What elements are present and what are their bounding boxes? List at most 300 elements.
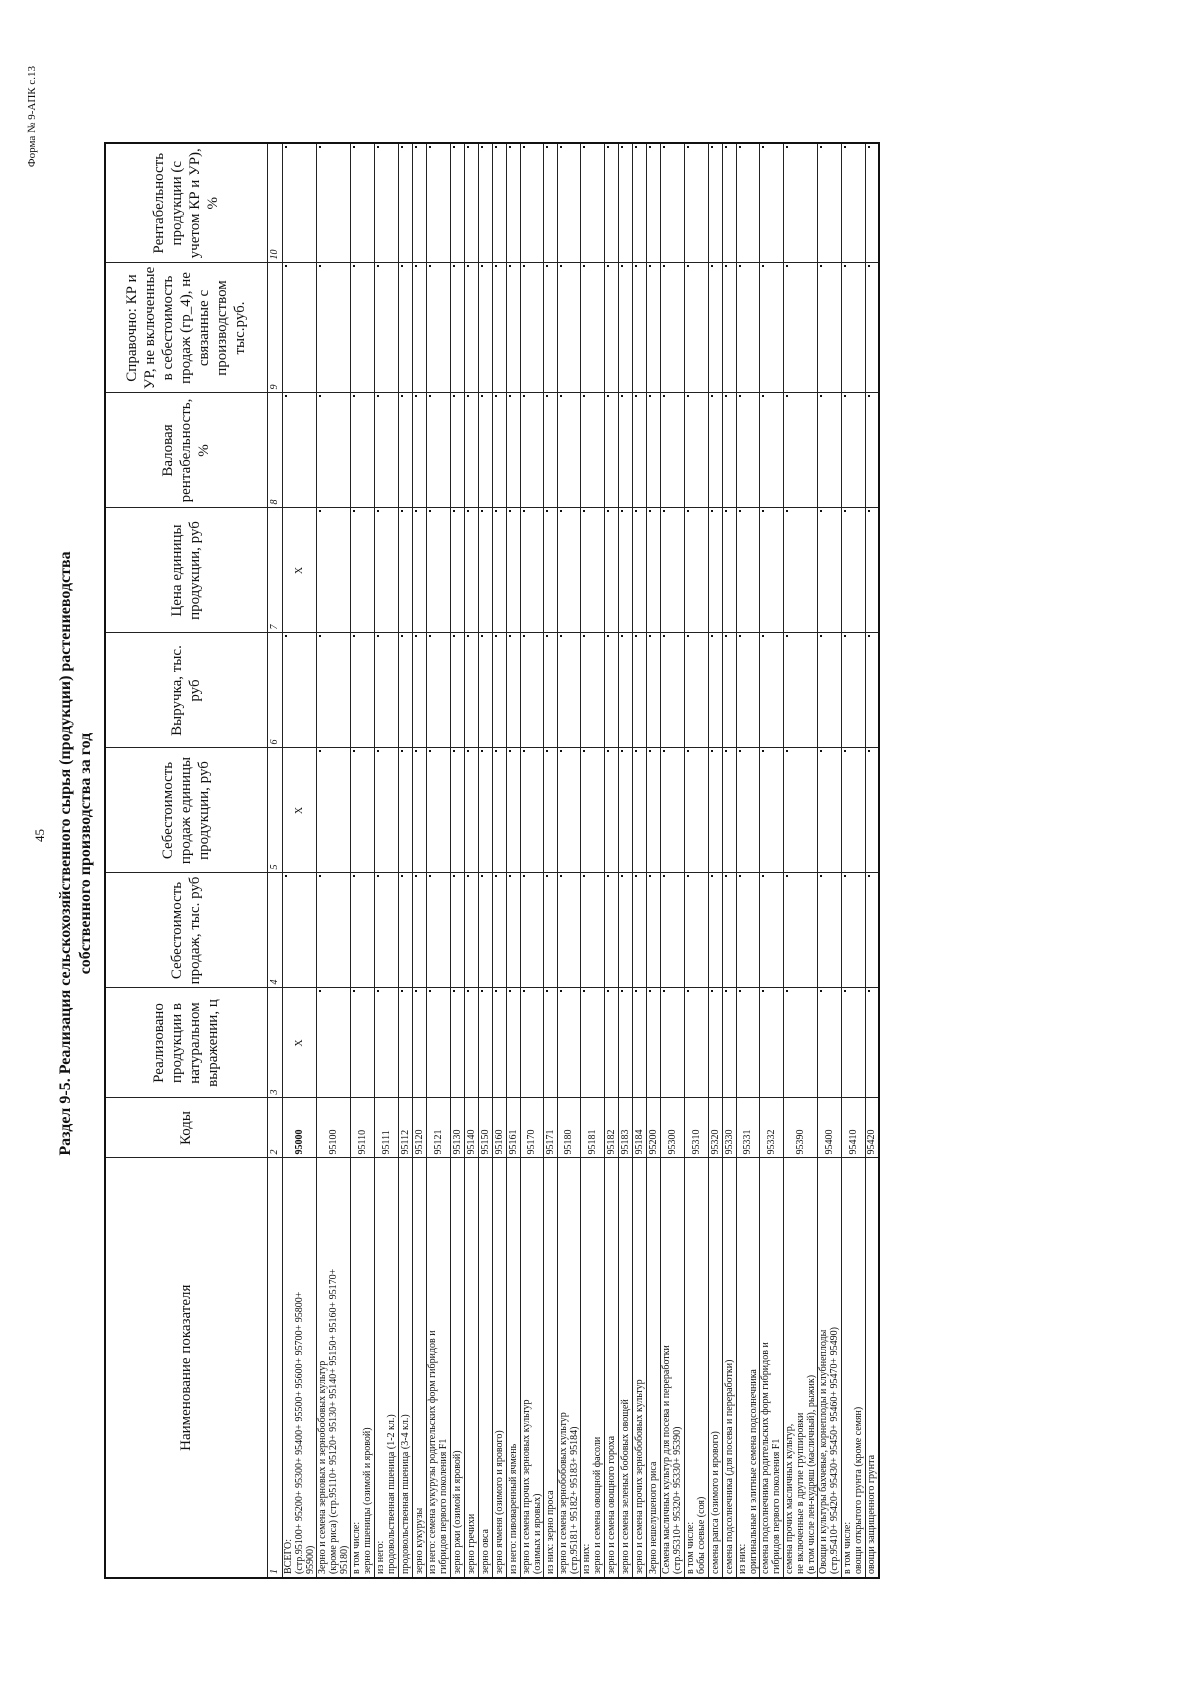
value-cell[interactable] — [841, 988, 865, 1098]
value-cell[interactable] — [412, 873, 426, 988]
value-cell[interactable] — [374, 873, 398, 988]
value-cell[interactable] — [632, 263, 646, 393]
row-code: 95110 — [350, 1098, 374, 1158]
indicator-name — [684, 1158, 708, 1578]
value-cell[interactable] — [450, 143, 464, 263]
value-cell[interactable] — [841, 393, 865, 508]
value-cell[interactable] — [759, 873, 783, 988]
table-row — [464, 143, 478, 1578]
value-cell[interactable] — [506, 263, 520, 393]
value-cell[interactable] — [350, 748, 374, 873]
value-cell[interactable] — [557, 143, 580, 263]
value-cell[interactable] — [426, 143, 450, 263]
value-cell[interactable] — [557, 393, 580, 508]
value-cell[interactable] — [865, 263, 879, 393]
value-cell[interactable] — [557, 748, 580, 873]
value-cell[interactable] — [604, 988, 618, 1098]
value-cell[interactable] — [646, 988, 660, 1098]
value-cell[interactable] — [618, 633, 632, 748]
value-cell[interactable] — [478, 393, 492, 508]
value-cell[interactable] — [350, 143, 374, 263]
value-cell[interactable] — [865, 873, 879, 988]
value-cell[interactable] — [684, 988, 708, 1098]
value-cell[interactable] — [506, 393, 520, 508]
indicator-name-line: зерно и семена зеленых бобовых овощей — [619, 1399, 631, 1574]
value-cell[interactable] — [426, 633, 450, 748]
value-cell[interactable] — [618, 393, 632, 508]
value-cell[interactable] — [464, 393, 478, 508]
value-cell[interactable] — [736, 748, 759, 873]
col-header-cost: Себестоимость продаж, тыс. руб — [105, 873, 267, 988]
indicator-name — [478, 1158, 492, 1578]
value-cell[interactable] — [557, 508, 580, 633]
value-cell[interactable] — [374, 143, 398, 263]
value-cell[interactable] — [684, 263, 708, 393]
table-row — [708, 143, 722, 1578]
row-code: 95150 — [478, 1098, 492, 1158]
value-cell[interactable] — [464, 988, 478, 1098]
value-cell[interactable] — [492, 143, 506, 263]
value-cell[interactable] — [520, 748, 543, 873]
value-cell[interactable] — [520, 633, 543, 748]
col-header-unit-cost: Себестоимость продаж единицы продукции, руб — [105, 748, 267, 873]
column-number: 1 — [267, 1158, 282, 1578]
indicator-name-line: зерно пшеницы (озимой и яровой) — [362, 1427, 373, 1574]
value-cell[interactable] — [543, 748, 557, 873]
value-cell[interactable] — [478, 633, 492, 748]
x-mark: X — [282, 508, 316, 633]
value-cell[interactable] — [684, 508, 708, 633]
value-cell[interactable] — [632, 633, 646, 748]
value-cell[interactable] — [660, 263, 684, 393]
value-cell[interactable] — [282, 393, 316, 508]
value-cell[interactable] — [316, 988, 350, 1098]
value-cell[interactable] — [722, 263, 736, 393]
value-cell[interactable] — [646, 633, 660, 748]
row-code: 95200 — [646, 1098, 660, 1158]
row-code: 95332 — [759, 1098, 783, 1158]
value-cell[interactable] — [783, 263, 817, 393]
value-cell[interactable] — [492, 873, 506, 988]
value-cell[interactable] — [520, 508, 543, 633]
row-code: 95170 — [520, 1098, 543, 1158]
value-cell[interactable] — [632, 748, 646, 873]
value-cell[interactable] — [783, 508, 817, 633]
indicator-name — [506, 1158, 520, 1578]
value-cell[interactable] — [506, 873, 520, 988]
value-cell[interactable] — [580, 393, 604, 508]
value-cell[interactable] — [646, 508, 660, 633]
value-cell[interactable] — [646, 143, 660, 263]
value-cell[interactable] — [450, 988, 464, 1098]
row-code: 95121 — [426, 1098, 450, 1158]
value-cell[interactable] — [350, 263, 374, 393]
value-cell[interactable] — [841, 873, 865, 988]
value-cell[interactable] — [492, 393, 506, 508]
value-cell[interactable] — [817, 748, 841, 873]
value-cell[interactable] — [543, 143, 557, 263]
indicator-name-line: Овощи и культуры бахчевые, корнеплоды и клубнеплоды — [818, 1329, 829, 1574]
value-cell[interactable] — [316, 143, 350, 263]
value-cell[interactable] — [543, 873, 557, 988]
indicator-name — [520, 1158, 543, 1578]
indicator-name — [646, 1158, 660, 1578]
value-cell[interactable] — [316, 633, 350, 748]
value-cell[interactable] — [660, 508, 684, 633]
value-cell[interactable] — [350, 393, 374, 508]
value-cell[interactable] — [464, 748, 478, 873]
value-cell[interactable] — [282, 143, 316, 263]
value-cell[interactable] — [282, 873, 316, 988]
value-cell[interactable] — [632, 508, 646, 633]
value-cell[interactable] — [618, 508, 632, 633]
value-cell[interactable] — [604, 143, 618, 263]
value-cell[interactable] — [865, 393, 879, 508]
value-cell[interactable] — [316, 508, 350, 633]
value-cell[interactable] — [618, 873, 632, 988]
value-cell[interactable] — [684, 748, 708, 873]
value-cell[interactable] — [557, 633, 580, 748]
table-row — [374, 143, 398, 1578]
value-cell[interactable] — [841, 748, 865, 873]
value-cell[interactable] — [492, 748, 506, 873]
value-cell[interactable] — [520, 263, 543, 393]
value-cell[interactable] — [316, 393, 350, 508]
value-cell[interactable] — [464, 143, 478, 263]
value-cell[interactable] — [506, 508, 520, 633]
table-row — [478, 143, 492, 1578]
value-cell[interactable] — [398, 633, 412, 748]
indicator-name-line: в том числе: — [685, 1521, 696, 1574]
value-cell[interactable] — [492, 508, 506, 633]
value-cell[interactable] — [660, 873, 684, 988]
value-cell[interactable] — [398, 393, 412, 508]
value-cell[interactable] — [398, 748, 412, 873]
value-cell[interactable] — [557, 988, 580, 1098]
value-cell[interactable] — [492, 633, 506, 748]
value-cell[interactable] — [506, 988, 520, 1098]
value-cell[interactable] — [520, 873, 543, 988]
indicator-name-line: зерно и семена овощного гороха — [605, 1435, 617, 1574]
value-cell[interactable] — [817, 508, 841, 633]
value-cell[interactable] — [783, 393, 817, 508]
value-cell[interactable] — [580, 143, 604, 263]
value-cell[interactable] — [450, 873, 464, 988]
value-cell[interactable] — [282, 633, 316, 748]
value-cell[interactable] — [783, 633, 817, 748]
value-cell[interactable] — [618, 143, 632, 263]
value-cell[interactable] — [374, 393, 398, 508]
value-cell[interactable] — [398, 988, 412, 1098]
value-cell[interactable] — [817, 633, 841, 748]
value-cell[interactable] — [759, 143, 783, 263]
value-cell[interactable] — [478, 873, 492, 988]
table-row — [684, 143, 708, 1578]
value-cell[interactable] — [817, 393, 841, 508]
value-cell[interactable] — [759, 748, 783, 873]
value-cell[interactable] — [478, 143, 492, 263]
value-cell[interactable] — [722, 873, 736, 988]
row-code: 95331 — [736, 1098, 759, 1158]
value-cell[interactable] — [722, 748, 736, 873]
value-cell[interactable] — [759, 263, 783, 393]
value-cell[interactable] — [660, 143, 684, 263]
table-row — [282, 143, 316, 1578]
col-header-sold-qty: Реализовано продукции в натуральном выражении, ц — [105, 988, 267, 1098]
value-cell[interactable] — [374, 633, 398, 748]
value-cell[interactable] — [426, 988, 450, 1098]
value-cell[interactable] — [817, 873, 841, 988]
value-cell[interactable] — [708, 873, 722, 988]
value-cell[interactable] — [398, 143, 412, 263]
value-cell[interactable] — [783, 873, 817, 988]
value-cell[interactable] — [464, 873, 478, 988]
value-cell[interactable] — [660, 633, 684, 748]
value-cell[interactable] — [412, 263, 426, 393]
value-cell[interactable] — [646, 873, 660, 988]
value-cell[interactable] — [618, 263, 632, 393]
value-cell[interactable] — [604, 748, 618, 873]
col-header-name: Наименование показателя — [105, 1158, 267, 1578]
row-code: 95180 — [557, 1098, 580, 1158]
indicator-name — [632, 1158, 646, 1578]
value-cell[interactable] — [646, 393, 660, 508]
value-cell[interactable] — [398, 263, 412, 393]
value-cell[interactable] — [736, 633, 759, 748]
value-cell[interactable] — [865, 633, 879, 748]
value-cell[interactable] — [464, 633, 478, 748]
table-row — [520, 143, 543, 1578]
indicator-name — [817, 1158, 841, 1578]
value-cell[interactable] — [282, 263, 316, 393]
value-cell[interactable] — [557, 873, 580, 988]
indicator-name — [412, 1158, 426, 1578]
form-code: Форма № 9-АПК с.13 — [26, 66, 38, 168]
value-cell[interactable] — [426, 748, 450, 873]
value-cell[interactable] — [646, 263, 660, 393]
indicator-name-line: (стр.95100+ 95200+ 95300+ 95400+ 95500+ 95600+ 95700+ 95800+ — [293, 1291, 305, 1574]
value-cell[interactable] — [580, 633, 604, 748]
value-cell[interactable] — [604, 633, 618, 748]
value-cell[interactable] — [412, 508, 426, 633]
value-cell[interactable] — [660, 748, 684, 873]
value-cell[interactable] — [632, 988, 646, 1098]
indicator-name — [736, 1158, 759, 1578]
value-cell[interactable] — [520, 143, 543, 263]
value-cell[interactable] — [783, 143, 817, 263]
value-cell[interactable] — [817, 263, 841, 393]
value-cell[interactable] — [374, 748, 398, 873]
value-cell[interactable] — [736, 143, 759, 263]
value-cell[interactable] — [783, 748, 817, 873]
table-row — [660, 143, 684, 1578]
value-cell[interactable] — [450, 508, 464, 633]
value-cell[interactable] — [450, 633, 464, 748]
value-cell[interactable] — [412, 748, 426, 873]
value-cell[interactable] — [543, 263, 557, 393]
value-cell[interactable] — [604, 508, 618, 633]
value-cell[interactable] — [543, 508, 557, 633]
value-cell[interactable] — [722, 633, 736, 748]
value-cell[interactable] — [736, 263, 759, 393]
value-cell[interactable] — [722, 393, 736, 508]
value-cell[interactable] — [580, 263, 604, 393]
value-cell[interactable] — [478, 748, 492, 873]
value-cell[interactable] — [450, 393, 464, 508]
indicator-name — [316, 1158, 350, 1578]
value-cell[interactable] — [646, 748, 660, 873]
value-cell[interactable] — [604, 393, 618, 508]
value-cell[interactable] — [865, 508, 879, 633]
value-cell[interactable] — [478, 263, 492, 393]
value-cell[interactable] — [684, 873, 708, 988]
value-cell[interactable] — [841, 263, 865, 393]
value-cell[interactable] — [374, 508, 398, 633]
value-cell[interactable] — [478, 988, 492, 1098]
indicator-name-line: Зерно и семена зерновых и зернобобовых культур — [316, 1360, 328, 1574]
value-cell[interactable] — [464, 508, 478, 633]
value-cell[interactable] — [604, 873, 618, 988]
data-table — [104, 142, 880, 1579]
value-cell[interactable] — [722, 988, 736, 1098]
value-cell[interactable] — [736, 508, 759, 633]
value-cell[interactable] — [783, 988, 817, 1098]
value-cell[interactable] — [557, 263, 580, 393]
value-cell[interactable] — [759, 508, 783, 633]
value-cell[interactable] — [632, 393, 646, 508]
value-cell[interactable] — [841, 143, 865, 263]
value-cell[interactable] — [580, 508, 604, 633]
value-cell[interactable] — [736, 988, 759, 1098]
value-cell[interactable] — [708, 633, 722, 748]
value-cell[interactable] — [817, 143, 841, 263]
indicator-name-line: продовольственная пшеница (3-4 кл.) — [399, 1414, 411, 1574]
value-cell[interactable] — [841, 508, 865, 633]
value-cell[interactable] — [398, 508, 412, 633]
value-cell[interactable] — [450, 263, 464, 393]
value-cell[interactable] — [580, 873, 604, 988]
value-cell[interactable] — [708, 748, 722, 873]
value-cell[interactable] — [374, 263, 398, 393]
table-row — [759, 143, 783, 1578]
value-cell[interactable] — [374, 988, 398, 1098]
value-cell[interactable] — [412, 633, 426, 748]
value-cell[interactable] — [350, 873, 374, 988]
value-cell[interactable] — [660, 393, 684, 508]
value-cell[interactable] — [520, 393, 543, 508]
value-cell[interactable] — [618, 988, 632, 1098]
value-cell[interactable] — [865, 988, 879, 1098]
value-cell[interactable] — [506, 748, 520, 873]
value-cell[interactable] — [426, 263, 450, 393]
indicator-name-line: из него: пивоваренный ячмень — [507, 1443, 519, 1574]
table-row — [632, 143, 646, 1578]
value-cell[interactable] — [506, 633, 520, 748]
value-cell[interactable] — [708, 508, 722, 633]
x-mark: X — [282, 988, 316, 1098]
value-cell[interactable] — [316, 873, 350, 988]
indicator-name — [618, 1158, 632, 1578]
indicator-name — [282, 1158, 316, 1578]
value-cell[interactable] — [426, 508, 450, 633]
value-cell[interactable] — [708, 263, 722, 393]
value-cell[interactable] — [580, 988, 604, 1098]
value-cell[interactable] — [736, 873, 759, 988]
indicator-name — [492, 1158, 506, 1578]
value-cell[interactable] — [632, 873, 646, 988]
value-cell[interactable] — [722, 508, 736, 633]
table-row — [817, 143, 841, 1578]
value-cell[interactable] — [841, 633, 865, 748]
value-cell[interactable] — [412, 143, 426, 263]
value-cell[interactable] — [708, 393, 722, 508]
value-cell[interactable] — [865, 748, 879, 873]
value-cell[interactable] — [660, 988, 684, 1098]
value-cell[interactable] — [478, 508, 492, 633]
value-cell[interactable] — [759, 988, 783, 1098]
column-number: 5 — [267, 748, 282, 873]
value-cell[interactable] — [759, 393, 783, 508]
value-cell[interactable] — [684, 393, 708, 508]
value-cell[interactable] — [350, 988, 374, 1098]
value-cell[interactable] — [684, 633, 708, 748]
value-cell[interactable] — [817, 988, 841, 1098]
value-cell[interactable] — [865, 143, 879, 263]
column-number: 7 — [267, 508, 282, 633]
value-cell[interactable] — [543, 988, 557, 1098]
value-cell[interactable] — [708, 143, 722, 263]
value-cell[interactable] — [464, 263, 478, 393]
row-code: 95140 — [464, 1098, 478, 1158]
value-cell[interactable] — [398, 873, 412, 988]
value-cell[interactable] — [736, 393, 759, 508]
page-number: 45 — [32, 829, 47, 842]
value-cell[interactable] — [543, 393, 557, 508]
value-cell[interactable] — [604, 263, 618, 393]
value-cell[interactable] — [684, 143, 708, 263]
value-cell[interactable] — [632, 143, 646, 263]
value-cell[interactable] — [618, 748, 632, 873]
indicator-name-line: в том числе: — [842, 1521, 853, 1574]
value-cell[interactable] — [426, 873, 450, 988]
value-cell[interactable] — [426, 393, 450, 508]
value-cell[interactable] — [722, 143, 736, 263]
value-cell[interactable] — [506, 143, 520, 263]
value-cell[interactable] — [412, 393, 426, 508]
value-cell[interactable] — [412, 988, 426, 1098]
indicator-name-line: зерно и семена зернобобовых культур — [557, 1412, 569, 1574]
value-cell[interactable] — [759, 633, 783, 748]
value-cell[interactable] — [316, 263, 350, 393]
value-cell[interactable] — [350, 633, 374, 748]
indicator-name-line: зерно и семена овощной фасоли — [592, 1436, 603, 1574]
value-cell[interactable] — [543, 633, 557, 748]
value-cell[interactable] — [492, 988, 506, 1098]
value-cell[interactable] — [316, 748, 350, 873]
value-cell[interactable] — [450, 748, 464, 873]
value-cell[interactable] — [492, 263, 506, 393]
value-cell[interactable] — [708, 988, 722, 1098]
value-cell[interactable] — [350, 508, 374, 633]
row-code: 95420 — [865, 1098, 879, 1158]
row-code: 95182 — [604, 1098, 618, 1158]
indicator-name-line: овощи защищенного грунта — [866, 1454, 878, 1574]
indicator-name-line: зерно овса — [479, 1529, 491, 1574]
indicator-name-line: зерно гречихи — [465, 1513, 477, 1574]
indicator-name — [604, 1158, 618, 1578]
value-cell[interactable] — [520, 988, 543, 1098]
value-cell[interactable] — [580, 748, 604, 873]
